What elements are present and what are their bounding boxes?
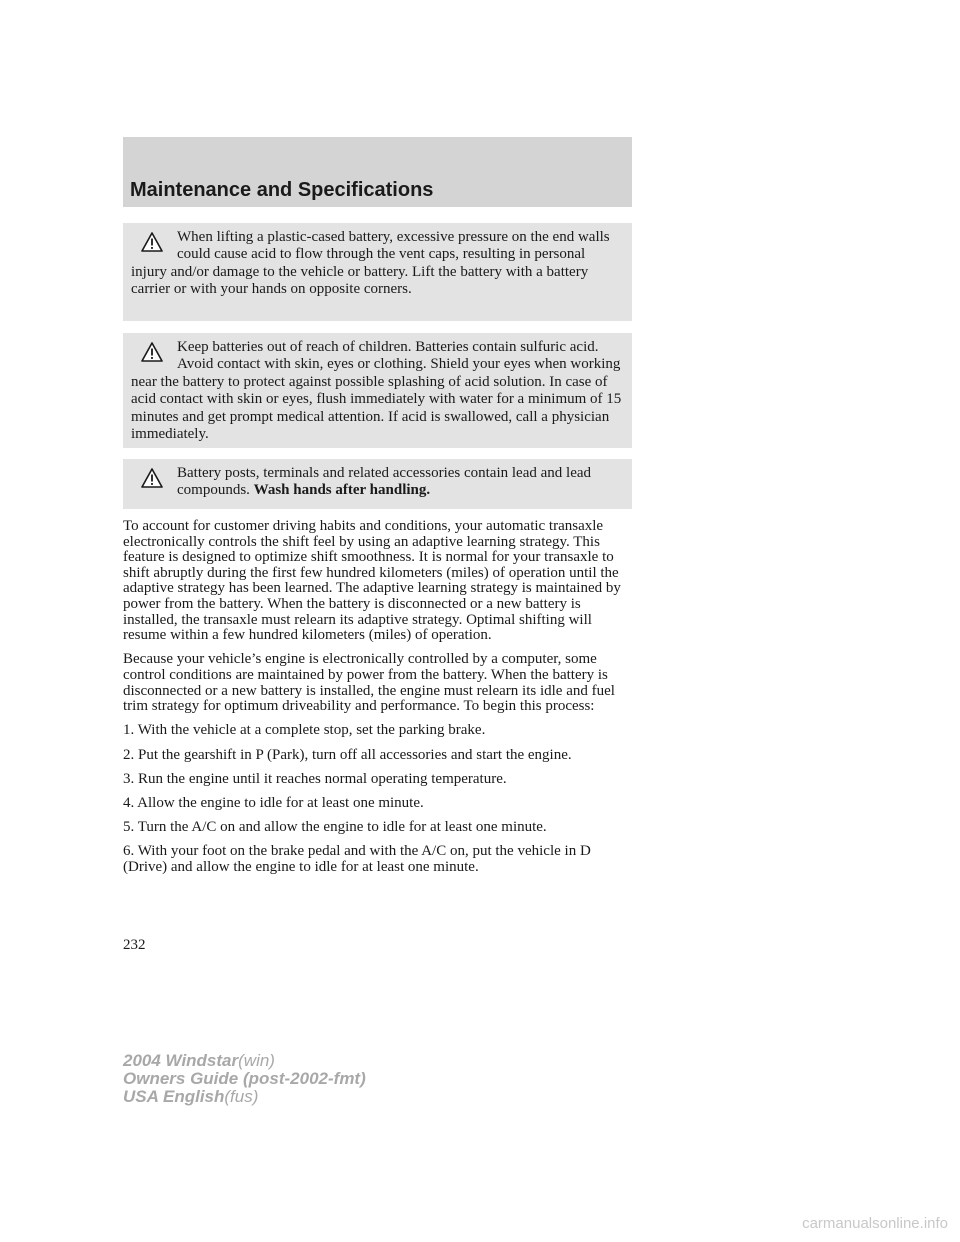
warning-text: Keep batteries out of reach of children. Batteries contain sulfuric acid. Avoid contact with skin, eyes or clothing. Shield your eyes when working near the battery to protect against possible splashing of acid solution. In case of acid contact with skin or eyes, flush immediately with water for a minimum of 15 minutes and get prompt medical attention. If acid is swallowed, call a physician immediately.: [131, 339, 622, 443]
footer-language-code: (fus): [224, 1087, 259, 1106]
paragraph-engine-relearn: Because your vehicle’s engine is electronically controlled by a computer, some control conditions are maintained by power from the battery. When the battery is disconnected or a new battery is installed, the engine must relearn its idle and fuel trim strategy for optimum driveability and performance. To begin this process:: [123, 651, 615, 715]
warning-text: [131, 465, 624, 500]
warning-text-plain: Battery posts, terminals and related accessories contain lead and lead compounds.: [177, 465, 592, 499]
warning-triangle-icon: [141, 232, 163, 252]
warning-triangle-icon: [141, 468, 163, 488]
warning-box-children: [123, 333, 632, 448]
footer-line-1: [123, 1052, 366, 1070]
warning-box-lifting: [123, 223, 632, 321]
watermark: carmanualsonline.info: [802, 1215, 948, 1232]
step-2: 2. Put the gearshift in P (Park), turn off all accessories and start the engine.: [123, 746, 572, 763]
step-1: 1. With the vehicle at a complete stop, set the parking brake.: [123, 722, 486, 739]
page-number: 232: [123, 937, 146, 953]
footer-model-code: (win): [238, 1051, 275, 1070]
step-5: 5. Turn the A/C on and allow the engine to idle for at least one minute.: [123, 819, 547, 836]
footer-line-3: [123, 1088, 366, 1106]
warning-triangle-icon: [141, 342, 163, 362]
step-4: 4. Allow the engine to idle for at least one minute.: [123, 794, 424, 811]
document-footer: [123, 1052, 366, 1106]
warning-text-bold: Wash hands after handling.: [253, 482, 431, 499]
step-3: 3. Run the engine until it reaches normal operating temperature.: [123, 770, 507, 787]
section-header-band: [123, 137, 632, 207]
step-6: 6. With your foot on the brake pedal and with the A/C on, put the vehicle in D (Drive) and allow the engine to idle for at least one minute.: [123, 843, 591, 875]
paragraph-adaptive-learning: To account for customer driving habits and conditions, your automatic transaxle electronically controls the shift feel by using an adaptive learning strategy. This feature is designed to optimize shift smoothness. It is normal for your transaxle to shift abruptly during the first few hundred kilometers (miles) of operation until the adaptive strategy has been learned. The adaptive learning strategy is maintained by power from the battery. When the battery is disconnected or a new battery is installed, the transaxle must relearn its adaptive strategy. Optimal shifting will resume within a few hundred kilometers (miles) of operation.: [123, 518, 621, 644]
section-title: Maintenance and Specifications: [130, 179, 434, 201]
footer-guide: Owners Guide (post-2002-fmt): [123, 1069, 366, 1088]
body-text: [123, 519, 635, 884]
footer-language: USA English: [123, 1087, 225, 1106]
footer-line-2: [123, 1070, 366, 1088]
warning-box-lead: [123, 459, 632, 509]
warning-text: When lifting a plastic-cased battery, excessive pressure on the end walls could cause acid to flow through the vent caps, resulting in personal injury and/or damage to the vehicle or battery. Lift the battery with a battery carrier or with your hands on opposite corners.: [131, 229, 610, 298]
footer-model: 2004 Windstar: [123, 1051, 239, 1070]
